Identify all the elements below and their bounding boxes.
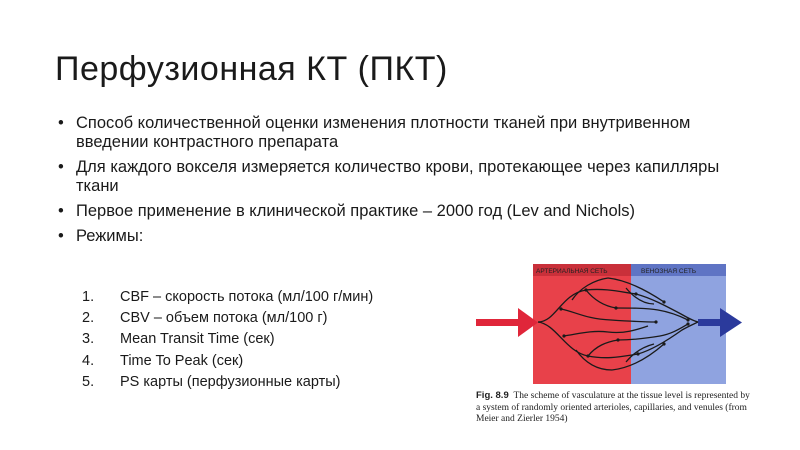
mode-item: 2. CBV – объем потока (мл/100 г) [82,310,328,327]
figure-caption [476,390,756,426]
mode-item: 1. CBF – скорость потока (мл/100 г/мин) [82,289,374,305]
bullet-item: • Для каждого вокселя измеряется количество крови, протекающее через капилляры ткани [58,158,738,196]
modes-list [82,287,373,393]
mode-item: 5. PS карты (перфузионные карты) [82,373,341,390]
caption-label: Fig. 8.9 [476,390,509,401]
arterial-zone [533,264,631,384]
bullet-item: • Режимы: [58,227,738,246]
bullet-list [58,114,738,252]
mode-item: 3. Mean Transit Time (сек) [82,331,275,348]
mode-item: 4. Time To Peak (сек) [82,352,244,369]
bullet-item: • Способ количественной оценки изменения плотности тканей при внутривенном введении контрастного препарата [58,114,738,152]
caption-text: The scheme of vasculature at the tissue level is represented by a system of randomly oriented arterioles, capillaries, and venules (from Meier and Zierler 1954) [476,391,750,424]
outflow-arrow-head [720,308,742,337]
venous-label: ВЕНОЗНАЯ СЕТЬ [641,268,697,275]
arterial-label: АРТЕРИАЛЬНАЯ СЕТЬ [536,268,608,275]
slide-title: Перфузионная КТ (ПКТ) [55,50,448,88]
vasculature-figure [476,264,746,384]
bullet-item: • Первое применение в клинической практике – 2000 год (Lev and Nichols) [58,202,738,221]
